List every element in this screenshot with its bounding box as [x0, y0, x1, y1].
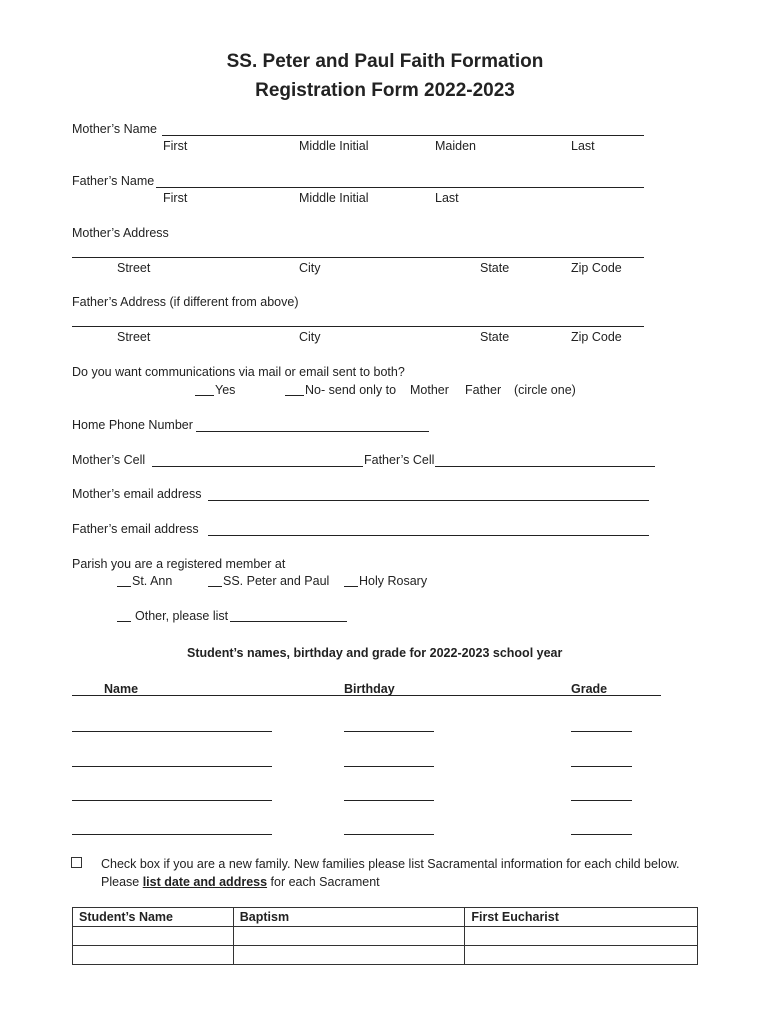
mother-city-caption: City: [299, 261, 321, 275]
student-1-name-field[interactable]: [72, 731, 272, 732]
parish-holy-rosary-label: Holy Rosary: [359, 574, 428, 588]
sacrament-col-first-eucharist: First Eucharist: [465, 908, 698, 927]
sacrament-cell-student[interactable]: [73, 927, 234, 946]
parish-other-blank[interactable]: [117, 621, 131, 622]
mothers-cell-field[interactable]: [152, 466, 363, 467]
table-row: [73, 927, 698, 946]
sacrament-cell-baptism[interactable]: [233, 946, 465, 965]
father-state-caption: State: [480, 330, 510, 344]
sacrament-cell-eucharist[interactable]: [465, 946, 698, 965]
parish-other-label: Other, please list: [135, 609, 229, 623]
student-4-name-field[interactable]: [72, 834, 272, 835]
sacrament-cell-student[interactable]: [73, 946, 234, 965]
new-family-checkbox[interactable]: [71, 857, 82, 868]
students-col-name: Name: [104, 682, 139, 696]
mother-maiden-caption: Maiden: [435, 139, 476, 153]
comm-no-label: No- send only to: [305, 383, 397, 397]
mother-last-caption: Last: [571, 139, 595, 153]
new-family-text-please: Please: [101, 875, 143, 889]
father-address-label: Father’s Address (if different from above): [72, 295, 299, 309]
father-last-caption: Last: [435, 191, 459, 205]
student-3-grade-field[interactable]: [571, 800, 632, 801]
father-city-caption: City: [299, 330, 321, 344]
student-2-grade-field[interactable]: [571, 766, 632, 767]
father-name-label: Father’s Name: [72, 174, 155, 188]
student-1-grade-field[interactable]: [571, 731, 632, 732]
student-3-name-field[interactable]: [72, 800, 272, 801]
father-address-field[interactable]: [72, 326, 644, 327]
comm-circle-note: (circle one): [514, 383, 576, 397]
father-email-label: Father’s email address: [72, 522, 199, 536]
mothers-cell-label: Mother’s Cell: [72, 453, 146, 467]
comm-no-blank[interactable]: [285, 395, 304, 396]
parish-ss-peter-paul-label: SS. Peter and Paul: [223, 574, 330, 588]
father-name-field[interactable]: [156, 187, 644, 188]
mother-name-field[interactable]: [162, 135, 644, 136]
table-row: [73, 946, 698, 965]
mother-address-field[interactable]: [72, 257, 644, 258]
form-title-line2: Registration Form 2022-2023: [255, 80, 515, 101]
fathers-cell-label: Father’s Cell: [364, 453, 435, 467]
mother-email-field[interactable]: [208, 500, 649, 501]
parish-label: Parish you are a registered member at: [72, 557, 286, 571]
form-title-line1: SS. Peter and Paul Faith Formation: [226, 51, 544, 72]
student-2-birthday-field[interactable]: [344, 766, 434, 767]
communications-question: Do you want communications via mail or email sent to both?: [72, 365, 405, 379]
comm-mother-option[interactable]: Mother: [410, 383, 449, 397]
home-phone-field[interactable]: [196, 431, 429, 432]
parish-st-ann-label: St. Ann: [132, 574, 173, 588]
father-street-caption: Street: [117, 330, 151, 344]
home-phone-label: Home Phone Number: [72, 418, 193, 432]
parish-holy-rosary-blank[interactable]: [344, 586, 358, 587]
students-col-grade: Grade: [571, 682, 608, 696]
student-1-birthday-field[interactable]: [344, 731, 434, 732]
student-4-birthday-field[interactable]: [344, 834, 434, 835]
new-family-text-emphasis: list date and address: [142, 875, 268, 889]
students-heading: Student’s names, birthday and grade for 2022-2023 school year: [187, 646, 563, 660]
fathers-cell-field[interactable]: [435, 466, 655, 467]
sacrament-table-header: [73, 908, 698, 927]
new-family-text-end: for each Sacrament: [267, 875, 380, 889]
father-middle-caption: Middle Initial: [299, 191, 369, 205]
sacrament-cell-eucharist[interactable]: [465, 927, 698, 946]
parish-st-ann-blank[interactable]: [117, 586, 131, 587]
parish-other-field[interactable]: [230, 621, 347, 622]
mother-state-caption: State: [480, 261, 510, 275]
new-family-text-line1: Check box if you are a new family. New families please list Sacramental information for each child below.: [101, 857, 680, 871]
mother-zip-caption: Zip Code: [571, 261, 622, 275]
father-zip-caption: Zip Code: [571, 330, 622, 344]
mother-name-label: Mother’s Name: [72, 122, 157, 136]
father-first-caption: First: [163, 191, 188, 205]
students-col-birthday: Birthday: [344, 682, 395, 696]
student-2-name-field[interactable]: [72, 766, 272, 767]
comm-yes-blank[interactable]: [195, 395, 214, 396]
mother-middle-caption: Middle Initial: [299, 139, 369, 153]
student-3-birthday-field[interactable]: [344, 800, 434, 801]
father-email-field[interactable]: [208, 535, 649, 536]
sacrament-table: [72, 907, 698, 965]
mother-street-caption: Street: [117, 261, 151, 275]
comm-father-option[interactable]: Father: [465, 383, 502, 397]
sacrament-cell-baptism[interactable]: [233, 927, 465, 946]
student-4-grade-field[interactable]: [571, 834, 632, 835]
comm-yes-label: Yes: [215, 383, 236, 397]
sacrament-col-student-name: Student’s Name: [73, 908, 234, 927]
sacrament-col-baptism: Baptism: [233, 908, 465, 927]
new-family-text-line2: [101, 875, 380, 890]
mother-email-label: Mother’s email address: [72, 487, 202, 501]
parish-ss-peter-paul-blank[interactable]: [208, 586, 222, 587]
mother-first-caption: First: [163, 139, 188, 153]
mother-address-label: Mother’s Address: [72, 226, 169, 240]
